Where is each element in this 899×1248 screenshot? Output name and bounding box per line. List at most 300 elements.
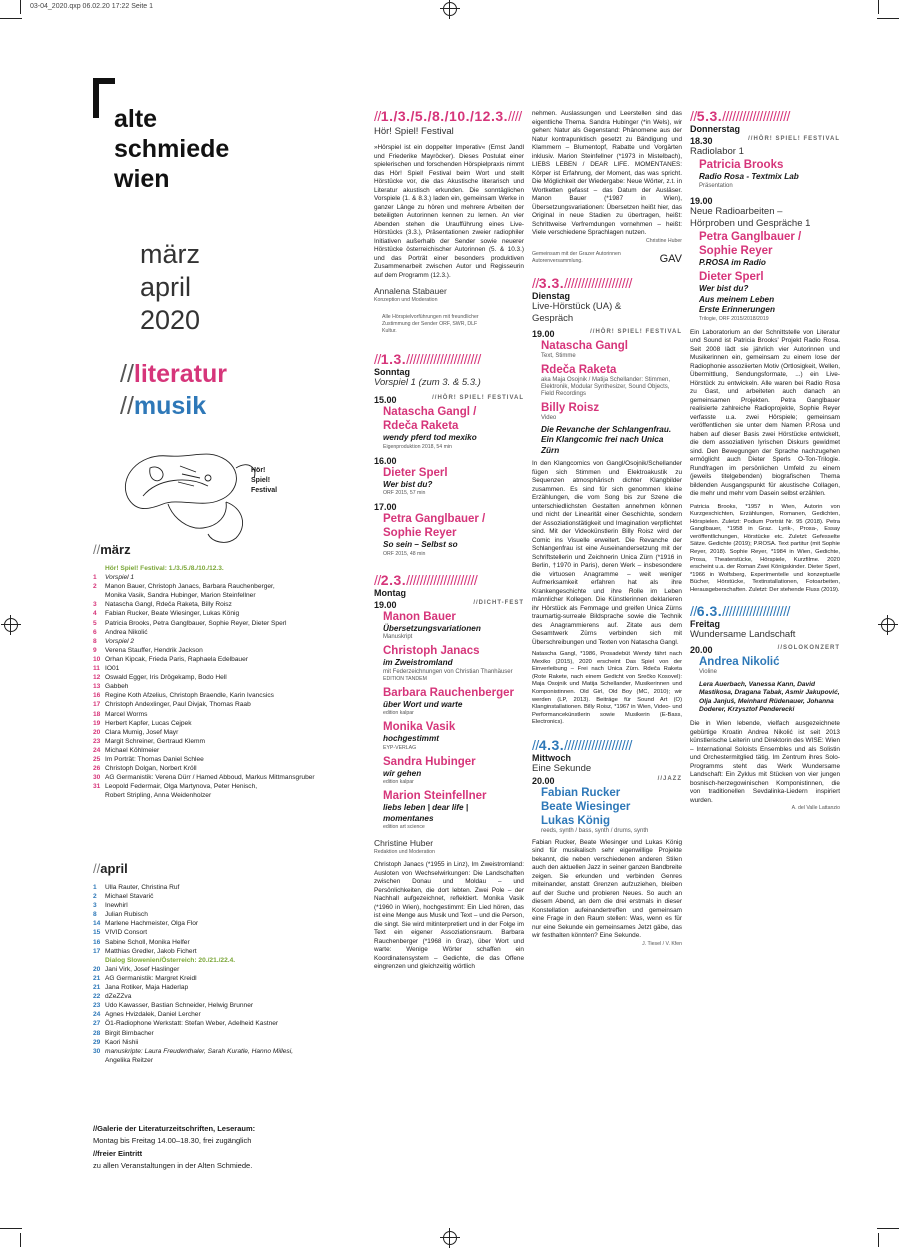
artist-name: Natascha Gangl [541,339,628,352]
event-tag: //HÖR! SPIEL! FESTIVAL [590,328,682,335]
gav-logo: GAV [659,252,682,265]
list-item-day: 17 [93,947,101,955]
weekday: Mittwoch [532,752,571,763]
artist-role: Video [541,414,557,421]
list-item-text: AG Germanistik: Verena Dürr / Hamed Abboud, Markus Mittmansgruber [105,774,315,782]
list-item-day: 28 [93,1029,101,1037]
logo-line: alte [114,105,158,133]
artist-role: aka Maja Osojnik / Matija Schellander: Stimmen, Elektronik, Modular Synthesizer, Sound Objects, Field Recordings [541,376,671,397]
list-item-day: 2 [93,583,97,591]
crop-mark [0,1228,22,1229]
event-tag: //JAZZ [657,775,682,782]
list-item-day: 21 [93,984,101,992]
weekday: Freitag [690,618,721,629]
list-item-text: Angelika Reitzer [105,1056,154,1064]
list-item-text: AG Germanistik: Margret Kreidl [105,974,197,982]
list-item [93,710,353,719]
list-item-day: 19 [93,719,101,727]
list-item-text: Andrea Nikolić [105,628,148,636]
list-item [93,1019,353,1028]
event-subtitle: Hörproben und Gespräche 1 [690,217,811,229]
instruments: reeds, synth / bass, synth / drums, synth [541,827,649,834]
list-item [93,992,353,1001]
programme-composers: Lera Auerbach, Vanessa Kann, David Mastikosa, Dragana Tabak, Asmir Jakupović, Olja Janjuš, Meinhard Rüdenauer, Johanna Doderer, Krzysztof Penderecki [699,680,840,714]
artist-name: Natascha Gangl / [383,406,477,418]
registration-mark-icon [881,618,895,632]
list-item-day: 26 [93,765,101,773]
list-item [93,791,353,800]
list-item [93,600,353,609]
list-item-text: Sabine Scholl, Monika Helfer [105,938,190,946]
april-list [93,883,353,1065]
work-title: im Zweistromland [383,658,453,667]
list-item-day: 3 [93,902,97,910]
list-item-text: Herbert Kapfer, Lucas Cejpek [105,719,192,727]
signature-name: A. del Valle Lattanzio [791,805,840,811]
event-subtitle: Live-Hörstück (UA) & [532,300,622,312]
genres [120,358,227,422]
list-item-text: Marcel Worms [105,710,148,718]
list-item-text: Margit Schreiner, Gertraud Klemm [105,737,206,745]
free-entry-text: zu allen Veranstaltungen in der Alten Schmiede. [93,1160,253,1170]
artist-name: Dieter Sperl [383,466,448,479]
article-continued: nehmen. Auslassungen und Leerstellen sind das eigentliche Thema. Sandra Hubinger (*in Wels), wir gehen: Natur als Gegenstand: Phänomene aus der Natur kontrapunktisch gesetzt zu Bändigung und Klammern – Blumentopf, Rabatte und Vorgärten inklusiv. Marion Steinfellner (*1973 in Mistelbach), LIEBS LEBEN / DEAR LIFE. MOMENTANES: Körper ist Erfahrung, der Moment, das was spricht. Die Möglichkeit der Wiedergabe: Neue Wörter, z.t. in Wortketten gefasst – das Datum der Ausläser. Manon Bauer (*1987 in Wien), Übersetzungsvariationen: Übersetzen heißt hier, das Original in neue Stadien zu übertragen, heißt: Schrittweise Verfremdungen vornehmen – heißt: Viele verschiedene Sprachlagen nutzen. [532,110,682,236]
list-item [93,619,353,628]
list-item [93,664,353,673]
artist-name: Monika Vasik [383,721,456,733]
signature-role: Redaktion und Moderation [374,849,435,855]
festival-sketch-icon [108,438,268,548]
month: märz [140,239,200,269]
free-entry-title: //freier Eintritt [93,1148,143,1158]
list-item-text: Matthias Gredler, Jakob Fichert [105,947,197,955]
registration-mark-icon [443,2,457,16]
list-item-day: 12 [93,674,101,682]
list-item-day: 23 [93,1002,101,1010]
event-time: 19.00 [532,328,555,339]
artist-name: Sandra Hubinger [383,755,476,768]
list-item [93,1029,353,1038]
artist-name: Marion Steinfellner [383,790,487,802]
artist-name: Sophie Reyer [383,527,457,539]
list-item-text: Verena Stauffer, Hendrik Jackson [105,646,203,654]
list-item-day: 1 [93,574,97,582]
artist-name: Patricia Brooks [699,159,784,171]
list-item [93,956,353,965]
list-item-text: Orhan Kipcak, Frieda Paris, Raphaela Edelbauer [105,655,248,663]
list-item [93,883,353,892]
list-item [93,938,353,947]
genre-musik: musik [133,392,207,420]
event-time: 20.00 [690,644,713,655]
crop-mark [0,18,22,19]
gallery-info [93,1123,353,1172]
event-time: 16.00 [374,455,397,466]
column-4 [690,108,840,812]
list-item-text: Agnes Hvizdalek, Daniel Lercher [105,1011,201,1019]
list-item-text: manuskripte: Laura Freudenthaler, Sarah Kuratle, Hanno Millesi, [105,1047,294,1055]
list-item-text: Natascha Gangl, Rdeča Raketa, Billy Roisz [105,601,232,609]
crop-mark [877,18,899,19]
day-heading: //1.3.////////////////////// [374,351,481,367]
list-item-day: 20 [93,965,101,973]
list-item-day: 10 [93,655,101,663]
artist-role: Text, Stimme [541,352,576,359]
work-title: P.ROSA im Radio [699,257,766,267]
gav-note-text: Gemeinsam mit der Grazer Autorinnen Autorenversammlung. [532,250,621,264]
artist-name: Rdeča Raketa [541,363,617,376]
list-item [93,728,353,737]
registration-mark-icon [443,1231,457,1245]
list-item [93,773,353,782]
work-details: ORF 2015, 48 min [383,550,426,557]
artist-name: Christoph Janacs [383,645,480,657]
event-time: 15.00 [374,395,397,405]
list-item-text: Kaori Nishii [105,1038,139,1046]
artist-name: Manon Bauer [383,610,456,623]
signature-name: Christine Huber [645,237,682,244]
list-item-day: 16 [93,938,101,946]
author-bios: Christoph Janacs (*1955 in Linz), Im Zweistromland: Ausloten von Wechselwirkungen: Die Landschaften zwischen Donau und Moldau – und Persönlichkeiten, die dort lebten. Zwei Pole – der Nachhall aufgezeichnet, reflektiert. Monika Vasik (*1960 in Wien), hochgestimmt: Ein Lied hören, das ist eine Menge aus Musik und Text – und die Person, die singt. Sie wird mitinterpretiert und in der Folge im Text ein eigener Assoziationsraum. Barbara Rauchenberger (*1968 in Graz), über Wort und warte: Wenige Wörter schaffen ein Koordinatensystem – Gedichte, die das Offene eingrenzen und gleichzeitig wörtlich [374,861,524,970]
month: april [140,272,192,302]
event-subtitle: Wundersame Landschaft [690,628,796,640]
list-item [93,1001,353,1010]
list-item-text: Marlene Hachmeister, Olga Flor [105,920,199,928]
year: 2020 [140,305,201,335]
list-item-day: 1 [93,884,97,891]
heading-text: 1./3./5./8./10./12.3. [380,108,509,124]
list-item-text: IO01 [105,665,120,673]
sketch-label-line: Festival [251,487,278,494]
event-time: 20.00 [532,775,555,786]
work-details: mit Federzeichnungen von Christian Thanhäuser [383,668,513,675]
work-details: Eigenproduktion 2018, 54 min [383,443,452,450]
april-heading [93,861,128,876]
event-description: Fabian Rucker, Beate Wiesinger und Lukas König sind für musikalisch sehr eigenwillige Projekte bekannt, die neben verschiedenen anderen Stilen auch den aktuellen Jazz in seiner ganzen Bandbreite zeigen. Sie erkunden und verbinden Genres miteinander, anstatt Grenzen aufzuziehen, bleiben auf der Suche und probieren Neues. So auch an diesem Abend, an dem die drei erstmals in dieser Konstellation aufeinandertreffen und gemeinsam eine Frage in den Raum stellen: Was, wenn es für nur eine Sekunde ein gemeinsames Jetzt gäbe, das wir festhalten könnten? Eine Sekunde. [532,838,682,940]
list-item [93,983,353,992]
work-details: Trilogie, ORF 2015/2018/2019 [699,315,769,322]
column-3 [532,110,682,948]
event-time: 17.00 [374,502,397,512]
list-item-text: Michael Stavarič [105,893,154,901]
list-item-text: dZeZZva [105,993,132,1001]
list-item-day: 30 [93,1047,101,1055]
work-title: wir gehen [383,768,422,778]
list-item [93,746,353,755]
list-item-day: 14 [93,920,101,928]
heading-text: 3.3. [538,274,565,291]
work-details: Präsentation [699,182,733,189]
day-heading: //3.3.//////////////////// [532,274,632,291]
list-item-day: 6 [93,628,97,636]
heading-slash: // [93,542,101,557]
list-item-text: Robert Stripling, Anna Weidenholzer [105,792,212,800]
event-subtitle: Radiolabor 1 [690,146,744,157]
author-bios: Natascha Gangl, *1986, Prosadebüt Wendy fährt nach Mexiko (2015), 2020 erscheint Das Spiel von der Einverleibung – Frei nach Unica Zürn. Rdeča Raketa (Rote Rakete, nach einem Gedicht von Srečko Kosovel): Maja Osojnik und Matija Schellander, Musikerinnen und Komponistinnen. Old Girl, Old Boy (MC, 2010); wir werden (LP, 2013). Beiträge für Sound Art (O) Klanginstallationen. Billy Roisz, *1967 in Wien, Video- und Performancekünstlerin sowie Musikerin (E-Bass, Electronics). [532,651,682,726]
artist-name: Barbara Rauchenberger [383,686,515,699]
sketch-label-line: Spiel! [251,477,271,484]
work-title: Radio Rosa - Textmix Lab [699,172,799,181]
list-item-text: Vorspiel 2 [105,637,135,645]
artist-name: Andrea Nikolić [699,655,780,668]
festival-title: Hör! Spiel! Festival [374,126,454,137]
list-item [93,682,353,691]
heading-text: 6.3. [696,602,723,619]
list-item-text: Im Porträt: Thomas Daniel Schlee [105,755,204,763]
work-title: Wer bist du? [383,479,433,489]
day-heading: //6.3.//////////////////// [690,602,790,619]
list-item-day: 25 [93,755,101,763]
event-subtitle: Vorspiel 1 (zum 3. & 5.3.) [374,377,481,388]
list-item-day: 11 [93,665,100,673]
list-item-day: 29 [93,1038,101,1046]
event-time: 19.00 [374,599,397,610]
print-slug: 03-04_2020.qxp 06.02.20 17:22 Seite 1 [30,3,153,10]
list-item-text: Oswald Egger, Iris Drögekamp, Bodo Hell [105,674,227,682]
publisher: EDITION TANDEM [383,675,427,682]
list-item-text: Christoph Andexlinger, Paul Divjak, Thomas Raab [105,701,251,709]
work-title: hochgestimmt [383,734,439,743]
list-item-text: Gabbeh [105,683,129,691]
list-item [93,947,353,956]
event-subtitle: Eine Sekunde [532,762,592,774]
list-item [93,591,353,600]
crop-mark [20,1233,21,1247]
list-item-day: 9 [93,646,97,654]
work-title: Übersetzungsvariationen [383,623,481,633]
artist-name: Petra Ganglbauer / [383,513,486,525]
list-item-day: 18 [93,710,101,718]
list-item-day [93,1056,105,1065]
broadcaster-note: Alle Hörspielvorführungen mit freundlicher Zustimmung der Sender ORF, SWR, DLF Kultur. [382,314,479,334]
list-item [93,892,353,901]
list-item [93,1047,353,1056]
event-tag: //DICHT-FEST [473,599,524,606]
logo-mark [93,78,99,118]
list-item-text: Fabian Rucker, Beate Wiesinger, Lukas König [105,610,240,618]
publisher: edition kalpar [383,710,414,716]
sketch-label [251,466,277,496]
list-item-text: Birgit Birnbacher [105,1029,154,1037]
signature-role: Konzeption und Moderation [374,297,438,303]
event-subtitle: Gespräch [532,312,574,324]
list-item [93,637,353,646]
list-item-day [93,591,105,600]
list-item [93,928,353,937]
list-item-text: Clara Mumig, Josef Mayr [105,728,179,736]
gallery-title: //Galerie der Literaturzeitschriften, Leseraum: [93,1124,256,1133]
list-item-day: 30 [93,774,101,782]
list-item [93,974,353,983]
list-item [93,700,353,709]
list-item-day: 15 [93,929,101,937]
list-item-day: 24 [93,1011,101,1019]
instruments: Violine [699,668,717,675]
list-item-text: Manon Bauer, Christoph Janacs, Barbara Rauchenberger, [105,583,275,591]
list-item-day: 5 [93,619,97,627]
list-item-text: Julian Rubisch [105,911,148,919]
list-item [93,691,353,700]
list-item [93,573,353,582]
sketch-label-line: Hör! [251,467,266,474]
heading-text: märz [100,542,131,557]
list-item [93,582,353,591]
event-description: Ein Laboratorium an der Schnittstelle von Literatur und Sound ist Patricia Brooks' Projekt Radio Rosa. Seit 2008 lädt sie jährlich vier Autorinnen und Musikerinnen ein, gemeinsam zu einem lose der Radiophonie assoziierten Motiv (Ortlosigkeit, Wellen, Übermittlung, Sendungsformate, ...) ein Live-Hörstück zu entwickeln. Alle waren bei Radio Rosa zu Gast, und arbeiteten auch danach an gemeinsamen Projekten. Petra Ganglbauer realisierte zahlreiche Radioprojekte, Sophie Reyer verfasste u.a. zwei Hörspiele; gemeinsam veröffentlichen sie unter dem Namen P.Rosa und haben auf dieser Basis zwei Hörstücke entwickelt, die dem assoziativen lyrischen Diskurs gewidmet sind. Den Bewegungen der Sprache nachzugehen ermöglicht auch Dieter Sperls O-Ton-Trilogie. Rundfragen im persönlichen Umfeld zu einem (jeweils titelgebenden) biografischen Thema bildenden Ausgangspunkt für akustische Collagen, die mehr und mehr vom Dasein selbst erzählen. [690,328,840,497]
list-item-day: 8 [93,637,97,645]
list-item [93,1056,353,1065]
work-details: Manuskript [383,634,413,640]
list-item-day: 3 [93,601,97,609]
signature-name: Christine Huber [374,838,434,848]
artist-name: Petra Ganglbauer / [699,230,802,243]
work-title: So sein – Selbst so [383,540,458,549]
publisher: edition art science [383,824,425,830]
weekday: Dienstag [532,290,571,301]
list-item [93,965,353,974]
list-item-day: 17 [93,701,101,709]
artist-name: Beate Wiesinger [541,800,631,813]
list-item-text: Jani Virk, Josef Haslinger [105,965,180,973]
heading-text: april [100,861,128,876]
heading-slash: // [93,861,101,876]
logo [114,104,229,194]
author-bios: Patricia Brooks, *1957 in Wien, Autorin von Kurzgeschichten, Erzählungen, Romanen, Gedichten, Hörspielen. Zuletzt: Podium Porträt Nr. 95 (2018). Petra Ganglbauer, *1958 in Graz. Lyrik-, Prosa-, Essay veröffentlichungen, Hörstücke etc. Zuletzt: Gefesselte Sätze. Gedichte (2019); P.ROSA. Text partitur (mit Sophie Reyer, 2018). Sophie Reyer, *1984 in Wien, Gedichte, Prosa, Theaterstücke, Hörspiele, Kurzfilme. 2020 erscheint u.a. der Roman Zwei Königskinder. Dieter Sperl, *1966 in Wolfsberg, Experimentelle und konzeptuelle Bücher, Hörstücke, Textinstallationen, Fotoarbeiten, Herausgeberschaften. Zuletzt: Der stehende Fluss (2019). [690,503,840,594]
list-item-day: 16 [93,692,101,700]
list-item-day: 20 [93,728,101,736]
list-item [93,628,353,637]
list-item-text: VIVID Consort [105,929,148,937]
list-item-day: 22 [93,993,101,1001]
gav-note [532,251,682,265]
list-item-day [93,791,105,800]
work-details: ORF 2015, 57 min [383,490,426,496]
list-item-day: 21 [93,974,101,982]
list-item-text: Christoph Dolgan, Norbert Kröll [105,765,197,773]
heading-text: 4.3. [538,736,565,753]
work-title: Wer bist du? [699,284,749,293]
list-item-text: Ulla Rauter, Christina Ruf [105,884,180,891]
signature-name: Annalena Stabauer [374,286,447,296]
artist-name: Billy Roisz [541,401,600,414]
weekday: Sonntag [374,367,410,377]
list-item-text: Vorspiel 1 [105,574,135,582]
list-item-day: 2 [93,893,97,901]
festival-dates-heading: //1./3./5./8./10./12.3.//// [374,108,522,124]
event-subtitle: Neue Radioarbeiten – [690,205,783,217]
crop-mark [878,1233,879,1247]
list-item-text: Leopold Federmair, Olga Martynova, Peter Henisch, [105,783,258,791]
list-item-day: 4 [93,610,97,618]
genre-prefix: // [120,392,134,420]
event-time: 19.00 [690,195,713,206]
list-item-day: 24 [93,746,101,754]
list-item [93,901,353,910]
list-item [93,919,353,928]
maerz-list [93,564,353,800]
gallery-hours: Montag bis Freitag 14.00–18.30, frei zugänglich [93,1136,252,1146]
list-item [93,655,353,664]
publisher: edition kalpar [383,779,414,785]
list-item [93,910,353,919]
work-title: liebs leben | dear life | [383,803,469,812]
event-tag: //SOLOKONZERT [777,644,840,651]
genre-literatur: literatur [133,360,227,388]
list-item [93,755,353,764]
genre-prefix: // [120,360,134,388]
heading-text: 5.3. [696,108,723,124]
list-item-day: 13 [93,683,101,691]
list-item-text: Udo Kawasser, Bastian Schneider, Helwig Brunner [105,1002,254,1010]
event-description: Die in Wien lebende, vielfach ausgezeichnete gebürtige Kroatin Andrea Nikolić ist seit 2013 künstlerische Leiterin und Direktorin des WISE: Wien – International Soloists Ensembles und als Solistin und Orchestermitglied tätig. Im Zentrum ihres Solo-Programms steht das Werk Wundersame Landschaft: Ein Zyklus mit Stücken von vier jungen bosnisch-herzegowinischen Komponistinnen, die von traditionellen Sevdalinka-Liedern inspiriert wurden. [690,720,840,804]
list-item-day [93,956,105,965]
issue-dates [140,238,200,337]
list-item-text: Inewhirl [105,902,128,910]
event-time: 18.30 [690,136,713,146]
list-item-text: Dialog Slowenien/Österreich: 20./21./22.4. [105,956,236,964]
work-title: über Wort und warte [383,699,463,709]
list-item-day: 8 [93,911,97,919]
list-item-text: Michael Köhlmeier [105,746,160,754]
weekday: Donnerstag [690,124,741,134]
artist-name: Fabian Rucker [541,786,621,799]
list-item [93,609,353,618]
list-item-day: 23 [93,737,101,745]
crop-mark [878,0,879,14]
list-item [93,737,353,746]
maerz-heading [93,542,131,557]
list-item [93,764,353,773]
list-item [93,719,353,728]
list-item [93,782,353,791]
artist-name: Lukas König [541,814,611,827]
day-heading: //5.3.//////////////////// [690,108,790,124]
heading-text: 1.3. [380,351,407,367]
work-title: momentanes [383,813,434,823]
list-item-text: Jana Rotiker, Maja Haderlap [105,984,189,992]
festival-intro: »Hörspiel ist ein doppelter Imperativ« (Ernst Jandl und Friederike Mayröcker). Dieses Postulat einer spielerischen und forschenden Hörspielpraxis nimmt das Hör! Spiel! Festival beim Wort und stellt Hörstücke vor, die das Akustische literarisch und Literatur akustisch erkunden. Die sonntäglichen Vorspiele (1. & 8.3.) laden ein, gemeinsam Werke in ganzer Länge zu hören und mehrere Arbeiten der beteiligten Autorinnen kennen zu lernen. An vier Abenden stehen die Uraufführung eines Live-Hörstücks (3.3.), Präsentationen zweier radiophiler Initiativen außerhalb der Sender sowie neuerer Hörstücke österreichischer Autorinnen (5. & 10.3.) und das Porträt einer besonders produktiven Zusammenarbeit zwischen Autor und Regisseurin auf dem Programm (12.3.). [374,144,524,279]
event-tag: //HÖR! SPIEL! FESTIVAL [432,395,524,401]
signature-name: J. Tiesel / V. Kfen [642,940,682,947]
crop-mark [877,1228,899,1229]
weekday: Montag [374,587,406,598]
event-description: In den Klangcomics von Gangl/Osojnik/Schellander fügen sich Stimmen und Elektroakustik zu Sequenzen atmosphärisch dichter Klangbilder zusammen. Es sind für sich genommen kleine Erzählungen, die vom Song bis zur Szene die unterschiedlichsten Gestalten annehmen können und nicht der Linearität einer Geschichte, sondern der Assoziationstätigkeit und Imagination verpflichtet sind. Mit der Videokünstlerin Billy Roisz wird der Comic ins Visuelle erweitert. Die Revanche der Schlangenfrau ist eine Auseinandersetzung mit der Schriftstellerin und Zeichnerin Unica Zürn (*1916 in Berlin, †1970 in Paris), deren Werk – insbesondere die virtuosen Anagramme – weit weniger Aufmerksamkeit erfahren hat als ihre Krankengeschichte und ihre Rolle im Leben männlicher Kollegen. Die Künstlerinnen deklarieren ihr Hörstück als Femmage und greifen Unica Zürns traumartig-surreale Bildsprache sowie die Technik des Anagrammierens auf. Zitate aus dem Gesamtwerk Zürns verbinden sich mit Überschreibungen und Texten von Natascha Gangl. [532,460,682,646]
day-heading: //4.3.//////////////////// [532,736,632,753]
column-2 [374,108,524,972]
list-item-text: Ö1-Radiophone Werkstatt: Stefan Weber, Adelheid Kastner [105,1020,279,1028]
festival-line: Hör! Spiel! Festival: 1./3./5./8./10./12.3. [105,565,224,572]
crop-mark [20,0,21,14]
logo-line: schmiede [114,135,230,163]
heading-text: 2.3. [380,571,407,588]
artist-name: Sophie Reyer [699,244,773,257]
list-item-text: Monika Vasik, Sandra Hubinger, Marion Steinfellner [105,592,256,600]
registration-mark-icon [4,618,18,632]
list-item [93,646,353,655]
logo-mark [93,78,115,84]
artist-name: Dieter Sperl [699,271,764,283]
artist-name: Rdeča Raketa [383,420,459,432]
list-item-text: Regine Koth Afzelius, Christoph Braendle, Karin Ivancsics [105,692,274,700]
list-item-day: 31 [93,783,101,791]
day-heading: //2.3.///////////////////// [374,571,478,588]
list-item-day: 27 [93,1020,101,1028]
event-tag: //HÖR! SPIEL! FESTIVAL [748,136,840,142]
work-title: Aus meinem Leben [699,294,775,304]
work-title: Erste Erinnerungen [699,305,775,314]
work-title: wendy pferd tod mexiko [383,433,477,442]
list-item [93,673,353,682]
publisher: EYP-VERLAG [383,744,417,751]
